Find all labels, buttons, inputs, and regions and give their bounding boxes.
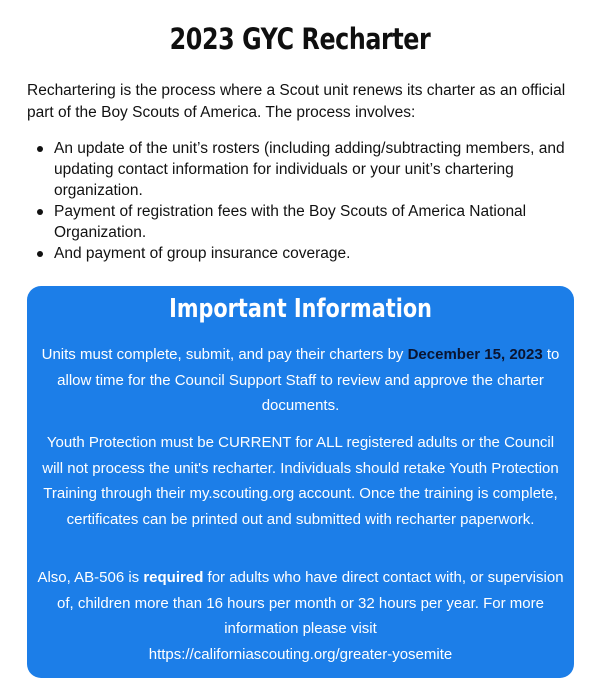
ab506-text-before: Also, AB-506 is	[37, 569, 144, 586]
list-item	[27, 138, 577, 201]
deadline-text-before: Units must complete, submit, and pay their charters by	[41, 346, 408, 363]
list-item	[27, 201, 577, 243]
bullet-icon	[37, 251, 43, 257]
process-list	[27, 138, 577, 264]
important-info-box	[27, 286, 574, 678]
list-item-text: An update of the unit’s rosters (including adding/subtracting members, and updating contact information for individuals or your unit’s chartering organization.	[54, 140, 565, 199]
required-emphasis: required	[143, 569, 204, 586]
deadline-text-after: to allow time for the Council Support Staff to review and approve the charter documents.	[57, 346, 560, 414]
list-item-text: And payment of group insurance coverage.	[54, 245, 351, 262]
youth-protection-paragraph: Youth Protection must be CURRENT for ALL registered adults or the Council will not process the unit's recharter. Individuals should retake Youth Protection Training through their my.scouting.org account. Once the training is complete, certificates can be printed out and submitted with recharter paperwork.	[42, 434, 559, 528]
page-title: 2023 GYC Recharter	[169, 22, 431, 56]
bullet-icon	[37, 146, 43, 152]
list-item-text: Payment of registration fees with the Boy Scouts of America National Organization.	[54, 203, 527, 241]
info-url-link[interactable]: https://californiascouting.org/greater-yosemite	[148, 645, 453, 663]
bullet-icon	[37, 209, 43, 215]
deadline-date: December 15, 2023	[407, 346, 543, 363]
deadline-paragraph	[35, 342, 566, 419]
ab506-paragraph	[35, 565, 566, 667]
intro-paragraph: Rechartering is the process where a Scout unit renews its charter as an official part of the Boy Scouts of America. The process involves:	[27, 82, 566, 121]
list-item	[27, 243, 577, 264]
info-box-title: Important Information	[169, 294, 432, 324]
ab506-text-after: for adults who have direct contact with, or supervision of, children more than 16 hours per month or 32 hours per year. For more information please visit	[57, 569, 564, 637]
